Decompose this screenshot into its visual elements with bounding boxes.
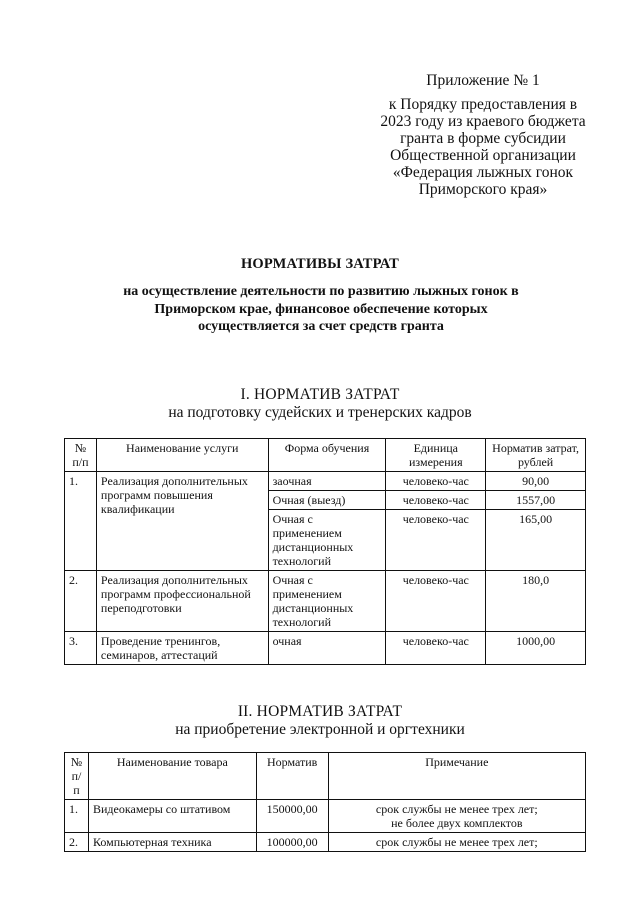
header-form: Форма обучения	[268, 439, 386, 472]
row-num: 1.	[65, 472, 97, 571]
header-num: № п/п	[65, 753, 89, 800]
row-form: очная	[268, 632, 386, 665]
row-unit: человеко-час	[386, 632, 486, 665]
section2-heading: II. НОРМАТИВ ЗАТРАТ	[237, 703, 403, 720]
header-note: Примечание	[328, 753, 585, 800]
table-row	[65, 833, 586, 852]
equipment-costs-table	[64, 752, 586, 852]
table-header-row	[65, 439, 586, 472]
row-norm: 100000,00	[256, 833, 328, 852]
subtitle-line: осуществляется за счет средств гранта	[198, 319, 444, 334]
header-norm: Норматив затрат, рублей	[486, 439, 586, 472]
header-num: № п/п	[65, 439, 97, 472]
row-norm: 165,00	[486, 510, 586, 571]
row-service: Реализация дополнительных программ повышения квалификации	[96, 472, 268, 571]
header-service: Наименование услуги	[96, 439, 268, 472]
row-norm: 90,00	[486, 472, 586, 491]
row-unit: человеко-час	[386, 491, 486, 510]
training-costs-table	[64, 438, 586, 665]
row-norm: 1000,00	[486, 632, 586, 665]
subtitle-line: на осуществление деятельности по развитию лыжных гонок в	[123, 284, 519, 299]
appendix-block	[360, 72, 606, 198]
appendix-line: Приморского края»	[418, 181, 548, 198]
row-form: Очная с применением дистанционных технологий	[268, 510, 386, 571]
header-item: Наименование товара	[88, 753, 256, 800]
header-unit: Единица измерения	[386, 439, 486, 472]
row-form: Очная (выезд)	[268, 491, 386, 510]
section1-subheading: на подготовку судейских и тренерских кадров	[168, 404, 472, 421]
section1-heading-block	[0, 386, 640, 422]
table-header-row	[65, 753, 586, 800]
row-num: 3.	[65, 632, 97, 665]
row-form: заочная	[268, 472, 386, 491]
row-unit: человеко-час	[386, 571, 486, 632]
subtitle-line: Приморском крае, финансовое обеспечение которых	[154, 301, 488, 317]
row-norm: 180,0	[486, 571, 586, 632]
appendix-line: 2023 году из краевого бюджета	[380, 113, 586, 130]
row-num: 2.	[65, 571, 97, 632]
row-item: Видеокамеры со штативом	[88, 800, 256, 833]
section1-heading: I. НОРМАТИВ ЗАТРАТ	[240, 386, 400, 403]
row-norm: 1557,00	[486, 491, 586, 510]
table-row	[65, 571, 586, 632]
row-item: Компьютерная техника	[88, 833, 256, 852]
row-form: Очная с применением дистанционных технологий	[268, 571, 386, 632]
appendix-line: к Порядку предоставления в	[388, 96, 578, 113]
header-norm: Норматив	[256, 753, 328, 800]
table-row	[65, 800, 586, 833]
row-unit: человеко-час	[386, 510, 486, 571]
row-service: Проведение тренингов, семинаров, аттестаций	[96, 632, 268, 665]
document-title: НОРМАТИВЫ ЗАТРАТ	[240, 256, 400, 272]
table-row	[65, 472, 586, 491]
row-norm: 150000,00	[256, 800, 328, 833]
table-row	[65, 632, 586, 665]
appendix-line: гранта в форме субсидии	[400, 130, 566, 147]
row-service: Реализация дополнительных программ профессиональной переподготовки	[96, 571, 268, 632]
row-note: срок службы не менее трех лет; не более двух комплектов	[328, 800, 585, 833]
section2-heading-block	[0, 703, 640, 739]
appendix-line: Общественной организации	[390, 147, 576, 164]
appendix-number: Приложение № 1	[426, 72, 540, 89]
row-unit: человеко-час	[386, 472, 486, 491]
row-note: срок службы не менее трех лет;	[328, 833, 585, 852]
section2-subheading: на приобретение электронной и оргтехники	[175, 721, 465, 738]
row-num: 1.	[65, 800, 89, 833]
appendix-line: «Федерация лыжных гонок	[392, 164, 574, 181]
document-subtitle	[90, 283, 552, 336]
row-num: 2.	[65, 833, 89, 852]
